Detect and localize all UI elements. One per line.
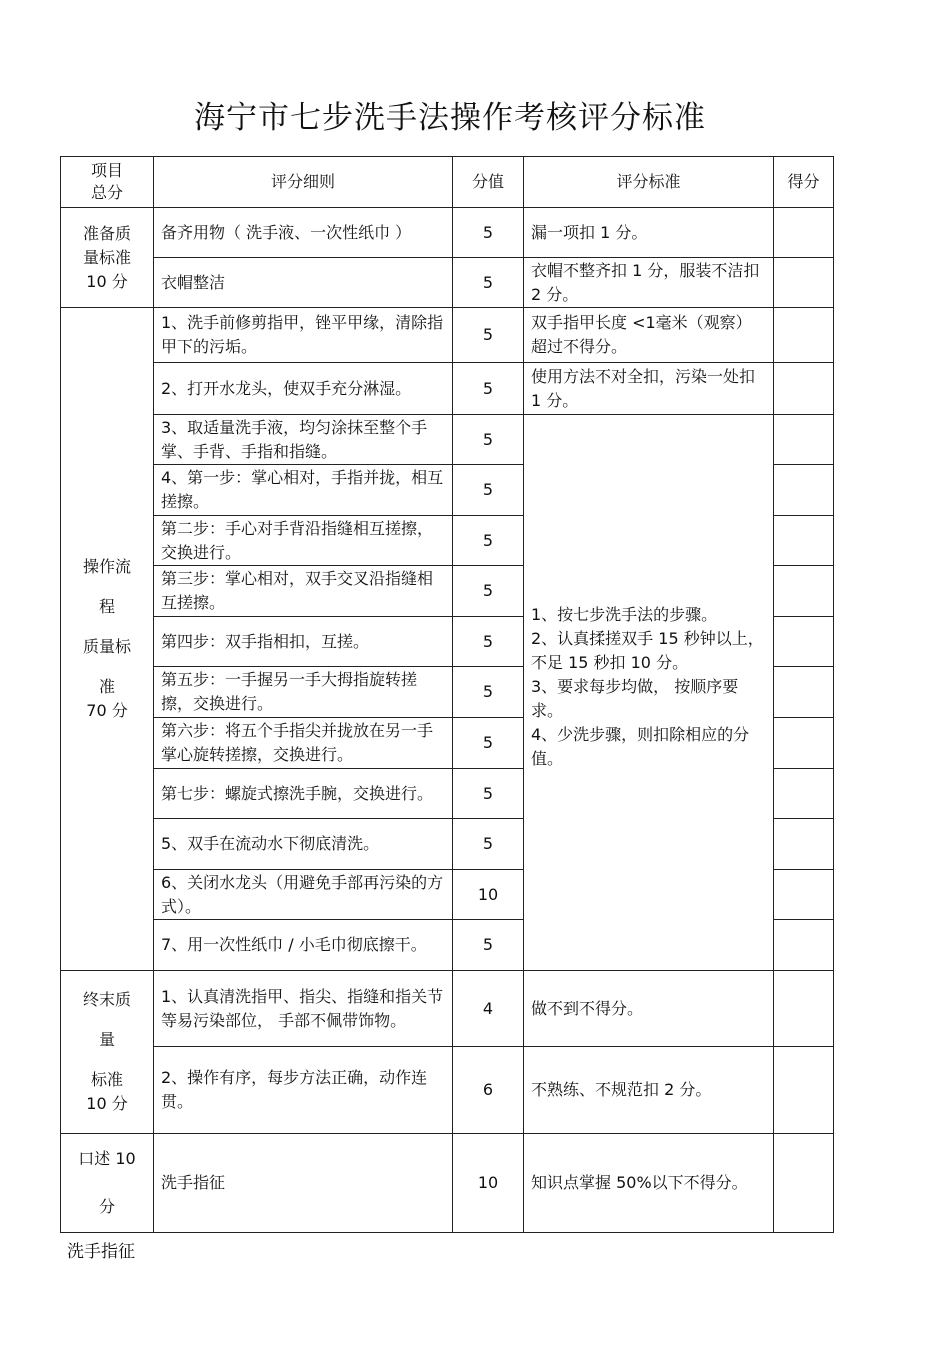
score-cell[interactable] [774, 208, 834, 258]
table-row [61, 1134, 834, 1233]
points-cell: 5 [453, 718, 524, 769]
points-cell: 5 [453, 920, 524, 971]
points-cell: 4 [453, 971, 524, 1047]
table-row [61, 1047, 834, 1134]
score-cell[interactable] [774, 617, 834, 667]
detail-cell: 洗手指征 [154, 1134, 453, 1233]
header-row [61, 157, 834, 208]
points-cell: 5 [453, 819, 524, 870]
header-standard: 评分标准 [524, 157, 774, 208]
section-label-preparation: 准备质 量标准 10 分 [61, 208, 154, 308]
table-row [61, 208, 834, 258]
table-row [61, 258, 834, 308]
section-label-oral: 口述 10 分 [61, 1134, 154, 1233]
score-cell[interactable] [774, 363, 834, 415]
score-cell[interactable] [774, 920, 834, 971]
points-cell: 5 [453, 465, 524, 516]
score-cell[interactable] [774, 415, 834, 465]
detail-cell: 1、认真清洗指甲、指尖、指缝和指关节等易污染部位， 手部不佩带饰物。 [154, 971, 453, 1047]
points-cell: 5 [453, 258, 524, 308]
table-row [61, 363, 834, 415]
scoring-table [60, 156, 834, 1233]
score-cell[interactable] [774, 465, 834, 516]
score-cell[interactable] [774, 667, 834, 718]
score-cell[interactable] [774, 516, 834, 566]
score-cell[interactable] [774, 769, 834, 819]
standard-cell: 做不到不得分。 [524, 971, 774, 1047]
standard-cell: 漏一项扣 1 分。 [524, 208, 774, 258]
score-cell[interactable] [774, 870, 834, 920]
detail-cell: 第六步：将五个手指尖并拢放在另一手掌心旋转搓擦，交换进行。 [154, 718, 453, 769]
points-cell: 5 [453, 667, 524, 718]
score-cell[interactable] [774, 308, 834, 363]
points-cell: 6 [453, 1047, 524, 1134]
points-cell: 5 [453, 566, 524, 617]
standard-line: 4、少洗步骤，则扣除相应的分值。 [531, 725, 750, 768]
header-item-total: 项目 总分 [61, 157, 154, 208]
section-label-final: 终末质 量 标准 10 分 [61, 971, 154, 1134]
score-cell[interactable] [774, 971, 834, 1047]
page-title: 海宁市七步洗手法操作考核评分标准 [194, 100, 706, 136]
points-cell: 10 [453, 870, 524, 920]
detail-cell: 2、操作有序，每步方法正确，动作连贯。 [154, 1047, 453, 1134]
detail-cell: 第二步：手心对手背沿指缝相互搓擦，交换进行。 [154, 516, 453, 566]
standard-cell: 不熟练、不规范扣 2 分。 [524, 1047, 774, 1134]
detail-cell: 5、双手在流动水下彻底清洗。 [154, 819, 453, 870]
detail-cell: 第四步：双手指相扣，互搓。 [154, 617, 453, 667]
detail-cell: 4、第一步：掌心相对，手指并拢，相互搓擦。 [154, 465, 453, 516]
header-points: 分值 [453, 157, 524, 208]
detail-cell: 第五步：一手握另一手大拇指旋转搓擦，交换进行。 [154, 667, 453, 718]
header-detail: 评分细则 [154, 157, 453, 208]
merged-standard-cell [524, 415, 774, 971]
detail-cell: 1、洗手前修剪指甲，锉平甲缘，清除指甲下的污垢。 [154, 308, 453, 363]
detail-cell: 6、关闭水龙头（用避免手部再污染的方式）。 [154, 870, 453, 920]
standard-line: 2、认真揉搓双手 15 秒钟以上，不足 15 秒扣 10 分。 [531, 629, 764, 672]
points-cell: 5 [453, 308, 524, 363]
points-cell: 5 [453, 516, 524, 566]
detail-cell: 2、打开水龙头，使双手充分淋湿。 [154, 363, 453, 415]
score-cell[interactable] [774, 1047, 834, 1134]
table-row [61, 971, 834, 1047]
detail-cell: 7、用一次性纸巾 / 小毛巾彻底擦干。 [154, 920, 453, 971]
points-cell: 10 [453, 1134, 524, 1233]
table-row [61, 308, 834, 363]
section-label-process: 操作流 程 质量标 准 70 分 [61, 308, 154, 971]
detail-cell: 第七步：螺旋式擦洗手腕，交换进行。 [154, 769, 453, 819]
detail-cell: 3、取适量洗手液，均匀涂抹至整个手掌、手背、手指和指缝。 [154, 415, 453, 465]
standard-cell: 双手指甲长度 <1毫米（观察）超过不得分。 [524, 308, 774, 363]
points-cell: 5 [453, 769, 524, 819]
standard-cell: 知识点掌握 50%以下不得分。 [524, 1134, 774, 1233]
standard-line: 1、按七步洗手法的步骤。 [531, 605, 718, 624]
detail-cell: 第三步：掌心相对，双手交叉沿指缝相互搓擦。 [154, 566, 453, 617]
score-cell[interactable] [774, 258, 834, 308]
score-cell[interactable] [774, 819, 834, 870]
points-cell: 5 [453, 617, 524, 667]
table-row [61, 415, 834, 465]
footer-heading: 洗手指征 [67, 1242, 135, 1262]
detail-cell: 衣帽整洁 [154, 258, 453, 308]
points-cell: 5 [453, 363, 524, 415]
points-cell: 5 [453, 208, 524, 258]
standard-cell: 衣帽不整齐扣 1 分，服装不洁扣 2 分。 [524, 258, 774, 308]
score-cell[interactable] [774, 718, 834, 769]
detail-cell: 备齐用物（ 洗手液、一次性纸巾 ） [154, 208, 453, 258]
score-cell[interactable] [774, 1134, 834, 1233]
standard-line: 3、要求每步均做， 按顺序要求。 [531, 677, 739, 720]
score-cell[interactable] [774, 566, 834, 617]
standard-cell: 使用方法不对全扣，污染一处扣 1 分。 [524, 363, 774, 415]
header-score: 得分 [774, 157, 834, 208]
points-cell: 5 [453, 415, 524, 465]
